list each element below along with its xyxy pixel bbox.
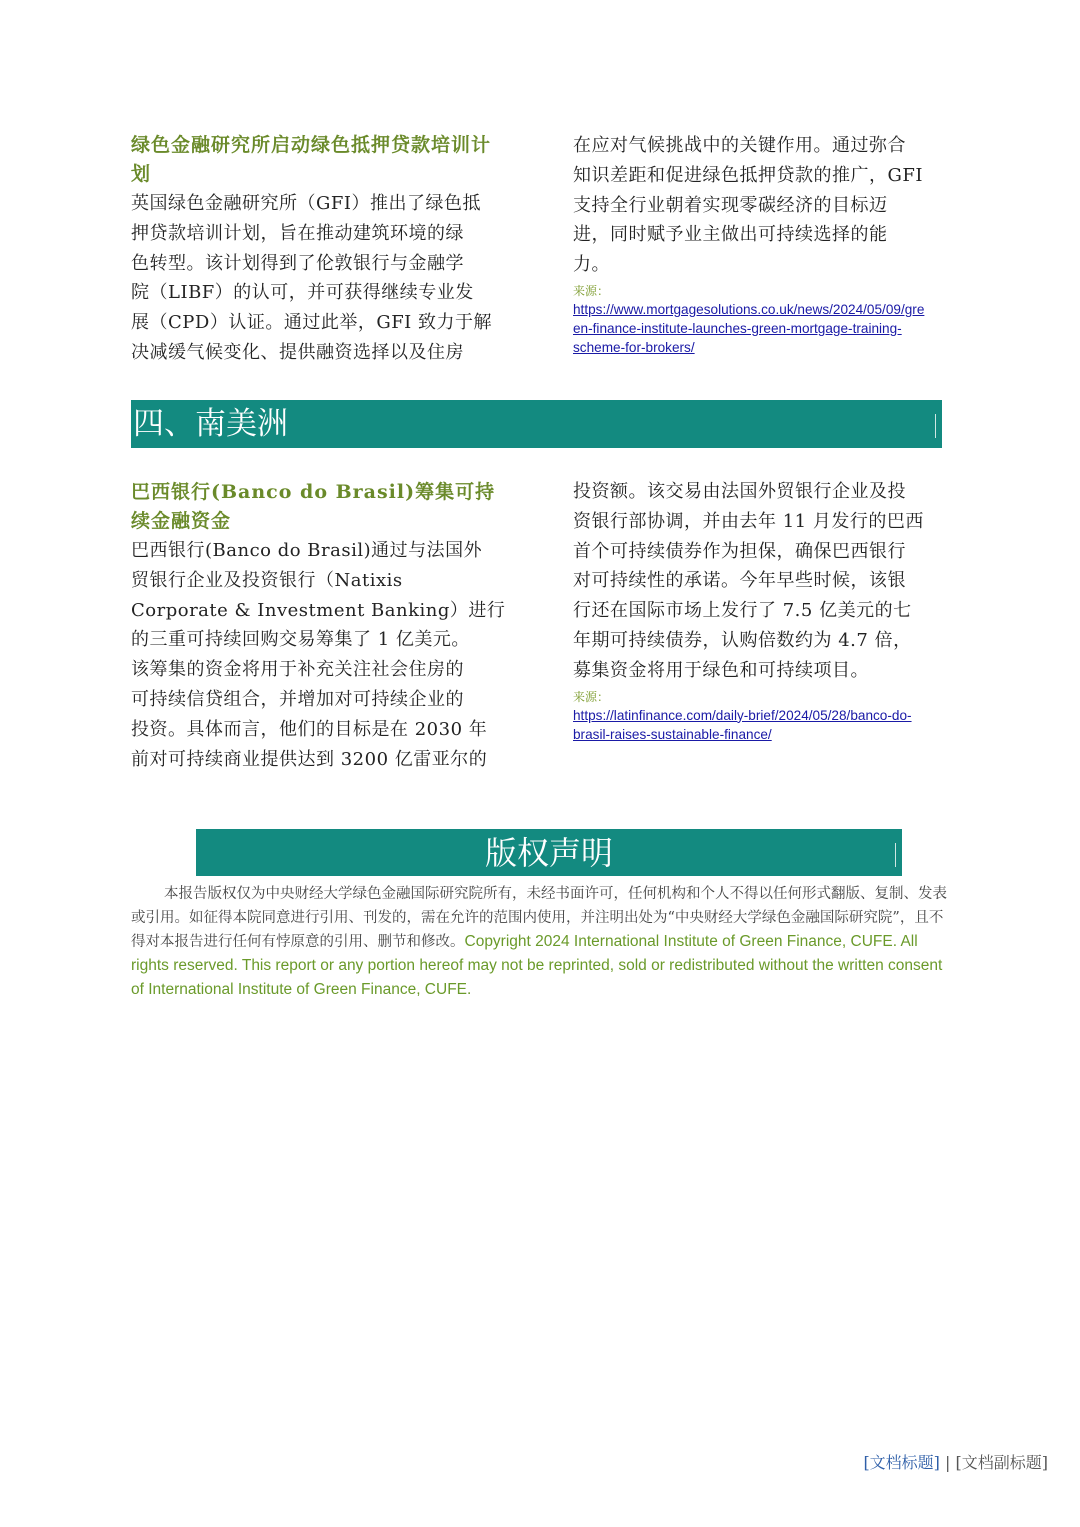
- uk-article-title: 绿色金融研究所启动绿色抵押贷款培训计划: [131, 134, 492, 185]
- brazil-article-body-right: 投资额。该交易由法国外贸银行企业及投 资银行部协调，并由去年 11 月发行的巴西 首个可持续债券作为担保，确保巴西银行 对可持续性的承诺。今年早些时候，该银 行还在国际市场上发行了 7.5 亿美元的七 年期可持续债券，认购倍数约为 4.7 倍， 募集资金将用于绿色和可持续项目。: [573, 481, 924, 681]
- brazil-article-source-link[interactable]: https://latinfinance.com/daily-brief/2024/05/28/banco-do- brasil-raises-sustainable-finance/: [573, 707, 912, 742]
- brazil-article-right-column: [573, 477, 949, 744]
- uk-article-body-right: 在应对气候挑战中的关键作用。通过弥合 知识差距和促进绿色抵押贷款的推广，GFI 支持全行业朝着实现零碳经济的目标迈 进，同时赋予业主做出可持续选择的能 力。: [573, 135, 923, 276]
- uk-article-right-column: [573, 131, 949, 357]
- heading-bar-mark: [935, 414, 936, 438]
- copyright-heading: 版权声明: [484, 834, 613, 872]
- page-footer: [863, 1452, 1048, 1474]
- uk-article-body-left: 英国绿色金融研究所（GFI）推出了绿色抵 押贷款培训计划，旨在推动建筑环境的绿 色转型。该计划得到了伦敦银行与金融学 院（LIBF）的认可，并可获得继续专业发 展（CPD）认证。通过此举，GFI 致力于解 决减缓气候变化、提供融资选择以及住房: [131, 193, 493, 363]
- uk-article-left-column: [131, 131, 509, 368]
- section-heading-bar: [131, 400, 942, 448]
- footer-doc-subtitle[interactable]: [文档副标题]: [955, 1453, 1048, 1472]
- brazil-article-body-left: 巴西银行(Banco do Brasil)通过与法国外 贸银行企业及投资银行（Natixis Corporate & Investment Banking）进行 的三重可持续回购交易筹集了 1 亿美元。 该筹集的资金将用于补充关注社会住房的 可持续信贷组合，并增加对可持续企业的 投资。具体而言，他们的目标是在 2030 年 前对可持续商业提供达到 3200 亿雷亚尔的: [131, 540, 506, 770]
- brazil-article-source-label: 来源：: [573, 689, 610, 704]
- brazil-article-left-column: [131, 478, 509, 774]
- uk-article-source-label: 来源：: [573, 283, 610, 298]
- footer-doc-title[interactable]: [文档标题]: [863, 1453, 940, 1472]
- uk-article-source-link[interactable]: https://www.mortgagesolutions.co.uk/news/2024/05/09/gre en-finance-institute-launches-green-mortgage-training- scheme-for-brokers/: [573, 301, 925, 355]
- copyright-text-en: Copyright 2024 International Institute of Green Finance, CUFE. All rights reserved. This report or any portion hereof may not be reprinted, sold or redistributed without the written consent of International Institute of Green Finance, CUFE.: [131, 933, 943, 998]
- copyright-bar-mark: [895, 843, 896, 867]
- copyright-statement: [131, 882, 951, 1002]
- section-heading: 四、南美洲: [133, 406, 288, 442]
- copyright-heading-bar: [196, 829, 902, 876]
- brazil-article-title: 巴西银行(Banco do Brasil)筹集可持续金融资金: [131, 481, 496, 532]
- copyright-text-cn: 本报告版权仅为中央财经大学绿色金融国际研究院所有，未经书面许可，任何机构和个人不得以任何形式翻版、复制、发表或引用。如征得本院同意进行引用、刊发的，需在允许的范围内使用，并注明出处为“中央财经大学绿色金融国际研究院”，且不得对本报告进行任何有悖原意的引用、删节和修改。: [131, 886, 947, 950]
- footer-separator: |: [939, 1453, 956, 1472]
